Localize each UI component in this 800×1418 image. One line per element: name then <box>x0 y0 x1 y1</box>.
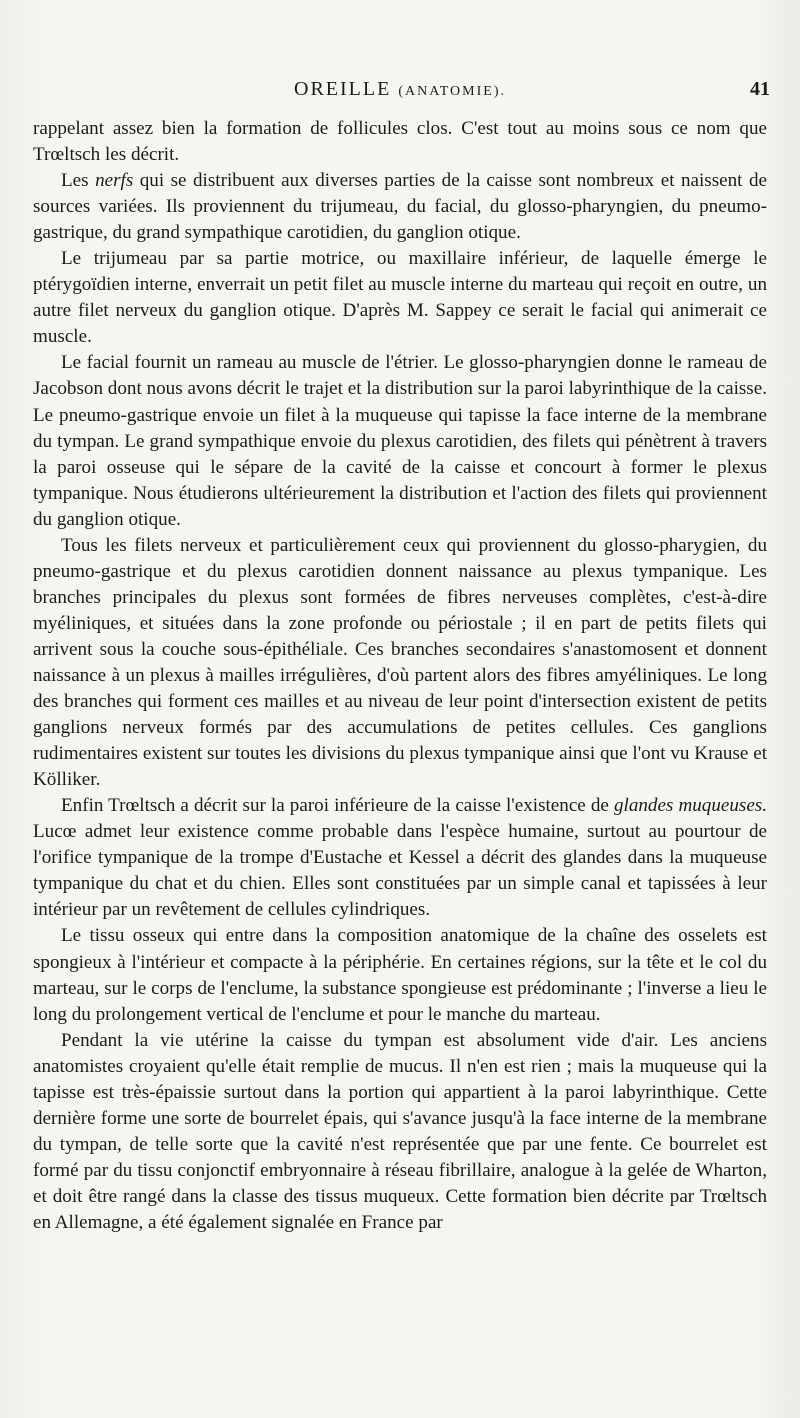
paragraph-text: Le tissu osseux qui entre dans la composition anatomique de la chaîne des osselets est spongieux à l'intérieur et compacte à la périphérie. En certaines régions, sur la tête et le col du marteau, sur le corps de l'enclume, la substance spongieuse est prédominante ; l'inverse a lieu le long du prolongement vertical de l'enclume et pour le manche du marteau. <box>33 925 767 1025</box>
paragraph <box>33 793 767 923</box>
paragraph-text: Les <box>61 170 96 192</box>
paragraph <box>33 350 767 532</box>
running-head <box>30 78 770 101</box>
page-header <box>30 78 770 106</box>
paragraph-text: Lucœ admet leur existence comme probable dans l'espèce humaine, surtout au pourtour de l'orifice tympanique de la trompe d'Eustache et Kessel a décrit des glandes dans la muqueuse tympanique du chat et du chien. Elles sont constituées par un simple canal et tapissées à leur intérieur par un revêtement de cellules cylindriques. <box>33 821 767 921</box>
paragraph-text: rappelant assez bien la formation de follicules clos. C'est tout au moins sous ce nom que Trœltsch les décrit. <box>33 118 767 166</box>
paragraph-text: Le trijumeau par sa partie motrice, ou maxillaire inférieur, de laquelle émerge le ptérygoïdien interne, enverrait un petit filet au muscle interne du marteau qui reçoit en outre, un autre filet nerveux du ganglion otique. D'après M. Sappey ce serait le facial qui animerait ce muscle. <box>33 248 767 348</box>
running-head-subtitle: (ANATOMIE). <box>398 84 506 99</box>
paragraph-text: Tous les filets nerveux et particulièrement ceux qui proviennent du glosso-pharygien, du pneumo-gastrique et du plexus carotidien donnent naissance au plexus tympanique. Les branches principales du plexus sont formées de fibres nerveuses complètes, c'est-à-dire myéliniques, et situées dans la zone profonde ou périostale ; il en part de petits filets qui arrivent sous la couche sous-épithéliale. Ces branches secondaires s'anastomosent et donnent naissance à un plexus à mailles irrégulières, d'où partent alors des fibres amyéliniques. Le long des branches qui forment ces mailles et au niveau de leur point d'intersection existent de petits ganglions nerveux formés par des accumulations de petites cellules. Ces ganglions rudimentaires existent sur toutes les divisions du plexus tympanique ainsi que l'ont vu Krause et Kölliker. <box>33 534 767 791</box>
paragraph <box>33 116 767 168</box>
body-text <box>33 116 767 1236</box>
italic-term: glandes muqueuses. <box>613 795 768 817</box>
paragraph-text: Enfin Trœltsch a décrit sur la paroi inférieure de la caisse l'existence de <box>61 795 614 817</box>
paragraph <box>33 533 767 793</box>
paragraph <box>33 923 767 1027</box>
paragraph-text: qui se distribuent aux diverses parties de la caisse sont nombreux et naissent de sources variées. Ils proviennent du trijumeau, du facial, du glosso-pharyngien, du pneumo-gastrique, du grand sympathique carotidien, du ganglion otique. <box>33 170 767 244</box>
italic-term: nerfs <box>95 170 134 192</box>
paragraph <box>33 1028 767 1236</box>
paragraph <box>33 246 767 350</box>
paragraph <box>33 168 767 246</box>
page-number: 41 <box>750 78 770 100</box>
running-head-title: OREILLE <box>294 78 392 100</box>
paragraph-text: Le facial fournit un rameau au muscle de l'étrier. Le glosso-pharyngien donne le rameau de Jacobson dont nous avons décrit le trajet et la distribution sur la paroi labyrinthique de la caisse. Le pneumo-gastrique envoie un filet à la muqueuse qui tapisse la face interne de la membrane du tympan. Le grand sympathique envoie du plexus carotidien, des filets qui pénètrent à travers la paroi osseuse qui le sépare de la cavité de la caisse et concourt à former le plexus tympanique. Nous étudierons ultérieurement la distribution et l'action des filets qui proviennent du ganglion otique. <box>33 352 767 530</box>
paragraph-text: Pendant la vie utérine la caisse du tympan est absolument vide d'air. Les anciens anatomistes croyaient qu'elle était remplie de mucus. Il n'en est rien ; mais la muqueuse qui la tapisse est très-épaissie surtout dans la portion qui appartient à la paroi labyrinthique. Cette dernière forme une sorte de bourrelet épais, qui s'avance jusqu'à la face interne de la membrane du tympan, de telle sorte que la cavité n'est représentée que par une fente. Ce bourrelet est formé par du tissu conjonctif embryonnaire à réseau fibrillaire, analogue à la gelée de Wharton, et doit être rangé dans la classe des tissus muqueux. Cette formation bien décrite par Trœltsch en Allemagne, a été également signalée en France par <box>33 1029 767 1233</box>
